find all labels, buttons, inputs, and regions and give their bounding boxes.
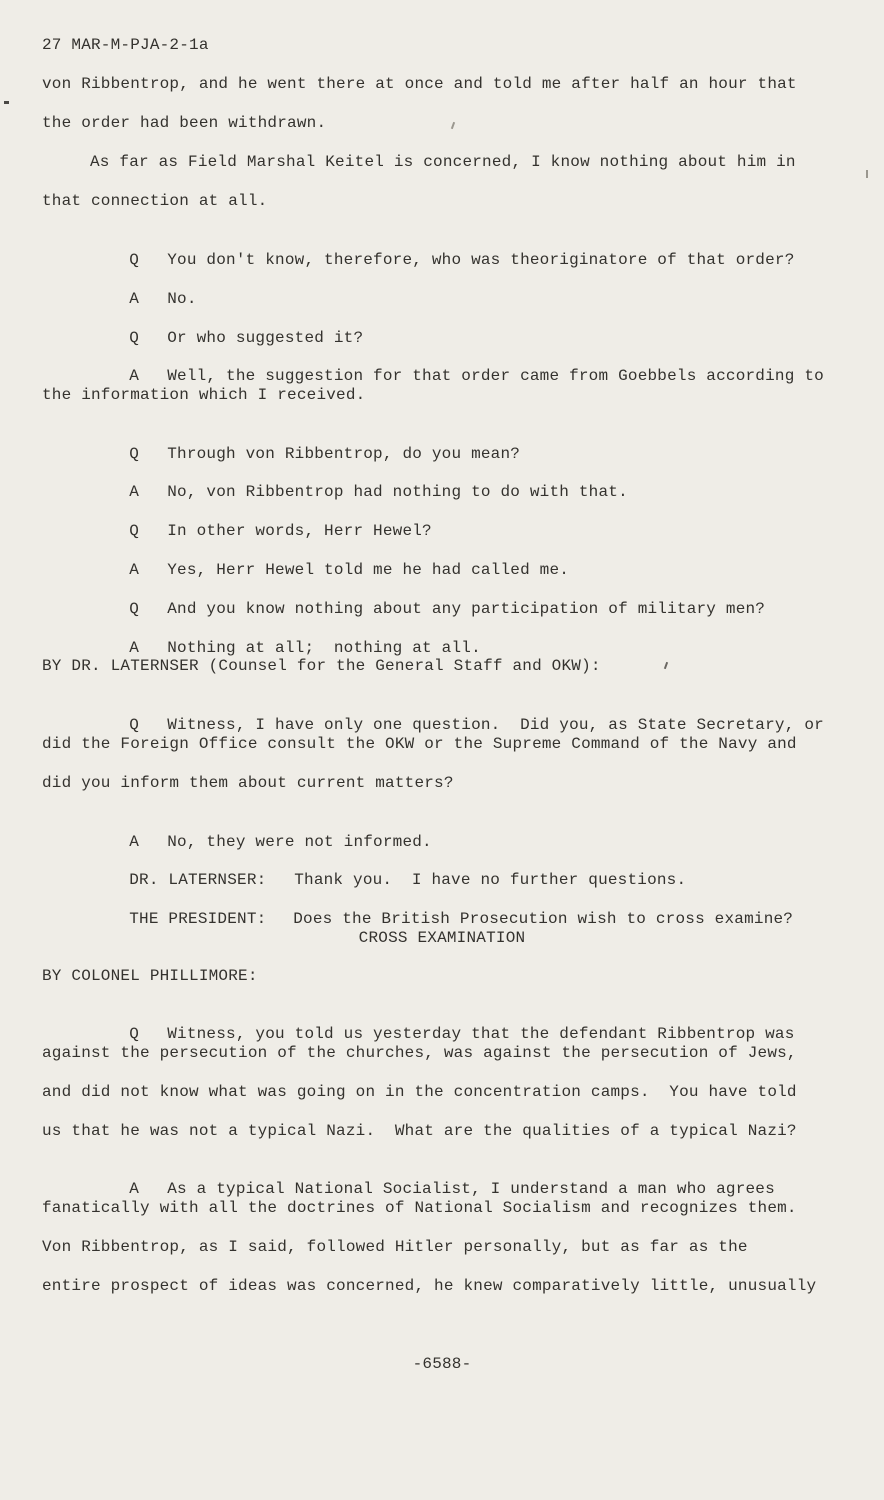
text-line: As far as Field Marshal Keitel is concerned, I know nothing about him in — [90, 153, 796, 171]
page-number: -6588- — [412, 1355, 472, 1373]
qa-marker: A — [129, 561, 140, 579]
text-line: the information which I received. — [42, 386, 366, 404]
speaker-label: THE PRESIDENT: — [129, 910, 267, 928]
qa-text: In other words, Herr Hewel? — [167, 522, 432, 540]
text-line: that connection at all. — [42, 192, 268, 210]
stray-mark — [664, 662, 668, 669]
text-line: against the persecution of the churches, was against the persecution of Jews, — [42, 1044, 797, 1062]
qa-line — [90, 308, 364, 347]
qa-marker: A — [129, 483, 140, 501]
qa-marker: A — [129, 290, 140, 308]
text-line: did you inform them about current matters? — [42, 774, 454, 792]
qa-marker: Q — [129, 445, 140, 463]
text-line: the order had been withdrawn. — [42, 114, 327, 132]
qa-text: Well, the suggestion for that order came from Goebbels according to — [167, 367, 824, 385]
margin-tick — [4, 101, 9, 104]
text-line: entire prospect of ideas was concerned, he knew comparatively little, unusually — [42, 1277, 817, 1295]
qa-marker: A — [129, 1180, 140, 1198]
stray-mark — [451, 122, 455, 129]
qa-marker: Q — [129, 329, 140, 347]
qa-text: And you know nothing about any participation of military men? — [167, 600, 766, 618]
qa-line — [90, 269, 197, 308]
text-line: Von Ribbentrop, as I said, followed Hitler personally, but as far as the — [42, 1238, 748, 1256]
qa-text: No. — [167, 290, 197, 308]
qa-text: Through von Ribbentrop, do you mean? — [167, 445, 521, 463]
qa-text: As a typical National Socialist, I understand a man who agrees — [167, 1180, 775, 1198]
qa-text: No, they were not informed. — [167, 833, 432, 851]
examiner-heading: BY DR. LATERNSER (Counsel for the General Staff and OKW): — [42, 657, 601, 675]
text-line: did the Foreign Office consult the OKW or the Supreme Command of the Navy and — [42, 735, 797, 753]
qa-line — [90, 1159, 775, 1198]
speaker-text: Thank you. I have no further questions. — [294, 871, 687, 889]
qa-line — [90, 540, 570, 579]
qa-line — [90, 579, 766, 618]
qa-marker: Q — [129, 600, 140, 618]
qa-line — [90, 230, 795, 269]
qa-line — [90, 695, 824, 734]
qa-line — [90, 424, 521, 463]
qa-line — [90, 346, 824, 385]
qa-text: Witness, you told us yesterday that the defendant Ribbentrop was — [167, 1025, 795, 1043]
qa-marker: Q — [129, 522, 140, 540]
speaker-line — [90, 889, 794, 928]
qa-line — [90, 812, 432, 851]
qa-text: Nothing at all; nothing at all. — [167, 639, 481, 657]
speaker-line — [90, 850, 687, 889]
qa-line — [90, 501, 432, 540]
qa-marker: Q — [129, 251, 140, 269]
qa-marker: A — [129, 639, 140, 657]
examiner-heading: BY COLONEL PHILLIMORE: — [42, 967, 258, 985]
qa-line — [90, 462, 628, 501]
qa-marker: A — [129, 833, 140, 851]
qa-marker: Q — [129, 716, 140, 734]
qa-text: You don't know, therefore, who was theoriginatore of that order? — [167, 251, 795, 269]
qa-marker: Q — [129, 1025, 140, 1043]
speaker-text: Does the British Prosecution wish to cross examine? — [293, 910, 794, 928]
qa-line — [90, 1004, 795, 1043]
qa-text: Witness, I have only one question. Did you, as State Secretary, or — [167, 716, 824, 734]
qa-text: Yes, Herr Hewel told me he had called me. — [167, 561, 570, 579]
page-header: 27 MAR-M-PJA-2-1a — [42, 36, 209, 54]
text-line: us that he was not a typical Nazi. What are the qualities of a typical Nazi? — [42, 1122, 797, 1140]
qa-marker: A — [129, 367, 140, 385]
margin-tick — [866, 170, 868, 178]
text-line: and did not know what was going on in the concentration camps. You have told — [42, 1083, 797, 1101]
section-heading: CROSS EXAMINATION — [358, 929, 526, 947]
text-line: von Ribbentrop, and he went there at once and told me after half an hour that — [42, 75, 797, 93]
qa-line — [90, 618, 481, 657]
qa-text: No, von Ribbentrop had nothing to do with that. — [167, 483, 628, 501]
speaker-label: DR. LATERNSER: — [129, 871, 267, 889]
qa-text: Or who suggested it? — [167, 329, 364, 347]
text-line: fanatically with all the doctrines of National Socialism and recognizes them. — [42, 1199, 797, 1217]
